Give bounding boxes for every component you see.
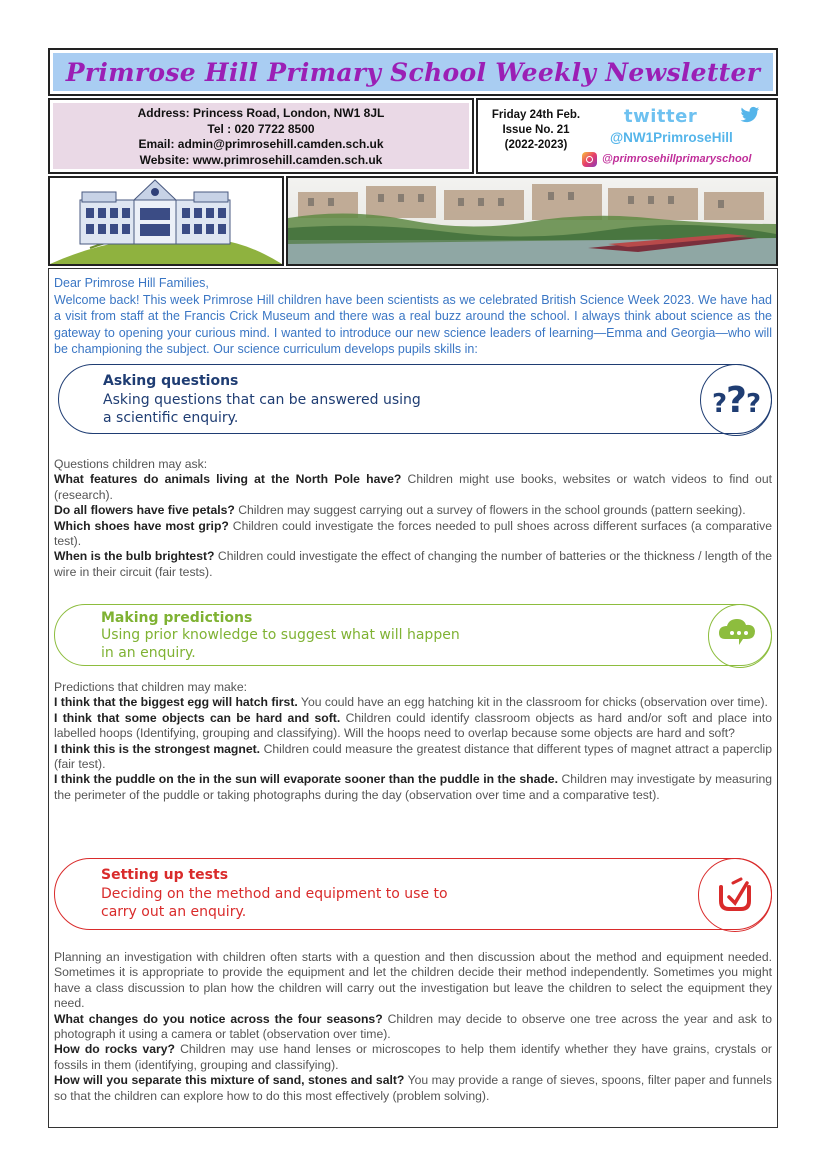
skill-heading: Making predictions [101, 610, 253, 626]
prediction-text: I think that the biggest egg will hatch first. [54, 695, 298, 710]
question-text: What changes do you notice across the four seasons? [54, 1011, 383, 1026]
skill-asking-questions [58, 364, 772, 434]
answer-text: Children may use hand lenses or microscopes to help them identify whether they have grains, crystals or fossils in them (identifying, grouping and classifying). [54, 1042, 772, 1072]
answer-text: Children could investigate the effect of changing the number of batteries or the thickness / length of the wire in their circuit (fair tests). [54, 549, 772, 579]
skill-heading: Asking questions [103, 373, 239, 389]
prediction-text: I think the puddle on the in the sun will evaporate sooner than the puddle in the shade. [54, 772, 558, 787]
list-item [54, 772, 772, 803]
contact-box [48, 98, 474, 174]
issue-date: Friday 24th Feb. [491, 109, 581, 121]
issue-year: (2022-2023) [504, 139, 568, 151]
answer-text: Children may decide to observe one tree across the year and ask to photograph it using a camera or tablet (observation over time). [54, 1011, 772, 1042]
school-building-image [48, 176, 284, 266]
skill-description [103, 391, 421, 427]
list-item [54, 742, 772, 773]
skill-description-line: carry out an enquiry. [101, 904, 247, 920]
twitter-bird-icon [740, 106, 760, 124]
instagram-icon [582, 152, 597, 167]
skill-setting-up-tests [54, 858, 772, 930]
canal-painting-image [286, 176, 778, 266]
tests-intro: Planning an investigation with children often starts with a question and then discussion about the method and equipment needed. Sometimes it is appropriate to provide the equipment and let the children decide their method independently. Sometimes you might have a class discussion to plan how the children will carry out the investigation but leave the children to select the equipment they need. [54, 950, 772, 1011]
list-item [54, 1012, 772, 1043]
list-item [54, 472, 772, 503]
website-line: Website: www.primrosehill.camden.sch.uk [139, 152, 383, 167]
list-item [54, 549, 772, 580]
beaker-icon [698, 858, 772, 932]
list-item [54, 711, 772, 742]
answer-text: You could have an egg hatching kit in the classroom for chicks (observation over time). [297, 695, 768, 710]
list-item [54, 519, 772, 550]
answer-text: Children could measure the greatest distance that different types of magnet attract a paperclip (fair test). [54, 741, 772, 772]
letter-greeting: Dear Primrose Hill Families, [54, 276, 209, 290]
skill-heading: Setting up tests [101, 867, 229, 883]
email-line: Email: admin@primrosehill.camden.sch.uk [138, 137, 384, 151]
twitter-logo-text: twitter [624, 106, 698, 127]
newsletter-title: Primrose Hill Primary School Weekly Newsletter [65, 57, 761, 87]
question-text: When is the bulb brightest? [54, 549, 215, 564]
question-marks-icon: ??? [700, 364, 772, 436]
list-item [54, 695, 772, 710]
issue-info [486, 108, 586, 153]
answer-text: Children may investigate by measuring the perimeter of the puddle or taking photographs during the day (observation over time and a comparative test). [54, 772, 772, 802]
skill-description-line: Deciding on the method and equipment to use to [101, 886, 448, 902]
question-text: Which shoes have most grip? [54, 518, 229, 533]
issue-number: Issue No. 21 [502, 124, 570, 136]
title-banner [48, 48, 778, 96]
skill-description [101, 885, 448, 921]
list-item [54, 1073, 772, 1104]
title-background [53, 53, 773, 91]
questions-intro: Questions children may ask: [54, 457, 208, 471]
answer-text: Children may suggest carrying out a survey of flowers in the school grounds (pattern seeking). [234, 503, 746, 518]
predictions-intro: Predictions that children may make: [54, 680, 248, 694]
list-item [54, 1042, 772, 1073]
prediction-text: I think this is the strongest magnet. [54, 741, 261, 756]
skill-description [101, 626, 460, 662]
twitter-handle[interactable]: @NW1PrimroseHill [610, 130, 733, 145]
answer-text: Children could investigate the forces needed to pull shoes across different surfaces (a comparative test). [54, 518, 772, 549]
tests-section [54, 950, 772, 1104]
letter-intro: Welcome back! This week Primrose Hill children have been scientists as we celebrated British Science Week 2023. We have had a visit from staff at the Francis Crick Museum and there was a real buzz around the school. I always think about science as the gateway to opening your curious mind. I wanted to introduce our new science leaders of learning—Emma and Georgia—who will be championing the subject. Our science curriculum develops pupils skills in: [54, 293, 772, 357]
contact-details [53, 103, 469, 169]
question-text: Do all flowers have five petals? [54, 503, 235, 518]
question-text: What features do animals living at the North Pole have? [54, 472, 402, 487]
instagram-handle[interactable]: @primrosehillprimaryschool [602, 153, 752, 165]
answer-text: Children might use books, websites or watch videos to find out (research). [54, 472, 772, 502]
questions-section [54, 457, 772, 580]
issue-social-box [476, 98, 778, 174]
prediction-text: I think that some objects can be hard and soft. [54, 710, 341, 725]
thought-bubble-icon [708, 604, 772, 668]
skill-description-line: Using prior knowledge to suggest what will happen [101, 627, 460, 643]
skill-description-line: Asking questions that can be answered using [103, 392, 421, 408]
skill-description-line: in an enquiry. [101, 645, 196, 661]
address-line: Address: Princess Road, London, NW1 8JL [137, 106, 385, 120]
skill-description-line: a scientific enquiry. [103, 410, 239, 426]
skill-making-predictions [54, 604, 772, 666]
answer-text: Children could identify classroom objects as hard and/or soft and place into labelled hoops (Identifying, grouping and classifying). Will the hoops need to overlap because some objects are hard and soft? [54, 710, 772, 741]
predictions-section [54, 680, 772, 803]
list-item [54, 503, 772, 518]
phone-line: Tel : 020 7722 8500 [207, 121, 315, 136]
answer-text: You may provide a range of sieves, spoons, filter paper and funnels so that the children can explore how to do this most effectively (problem solving). [54, 1073, 772, 1103]
question-text: How will you separate this mixture of sand, stones and salt? [54, 1073, 405, 1088]
question-text: How do rocks vary? [54, 1042, 175, 1057]
